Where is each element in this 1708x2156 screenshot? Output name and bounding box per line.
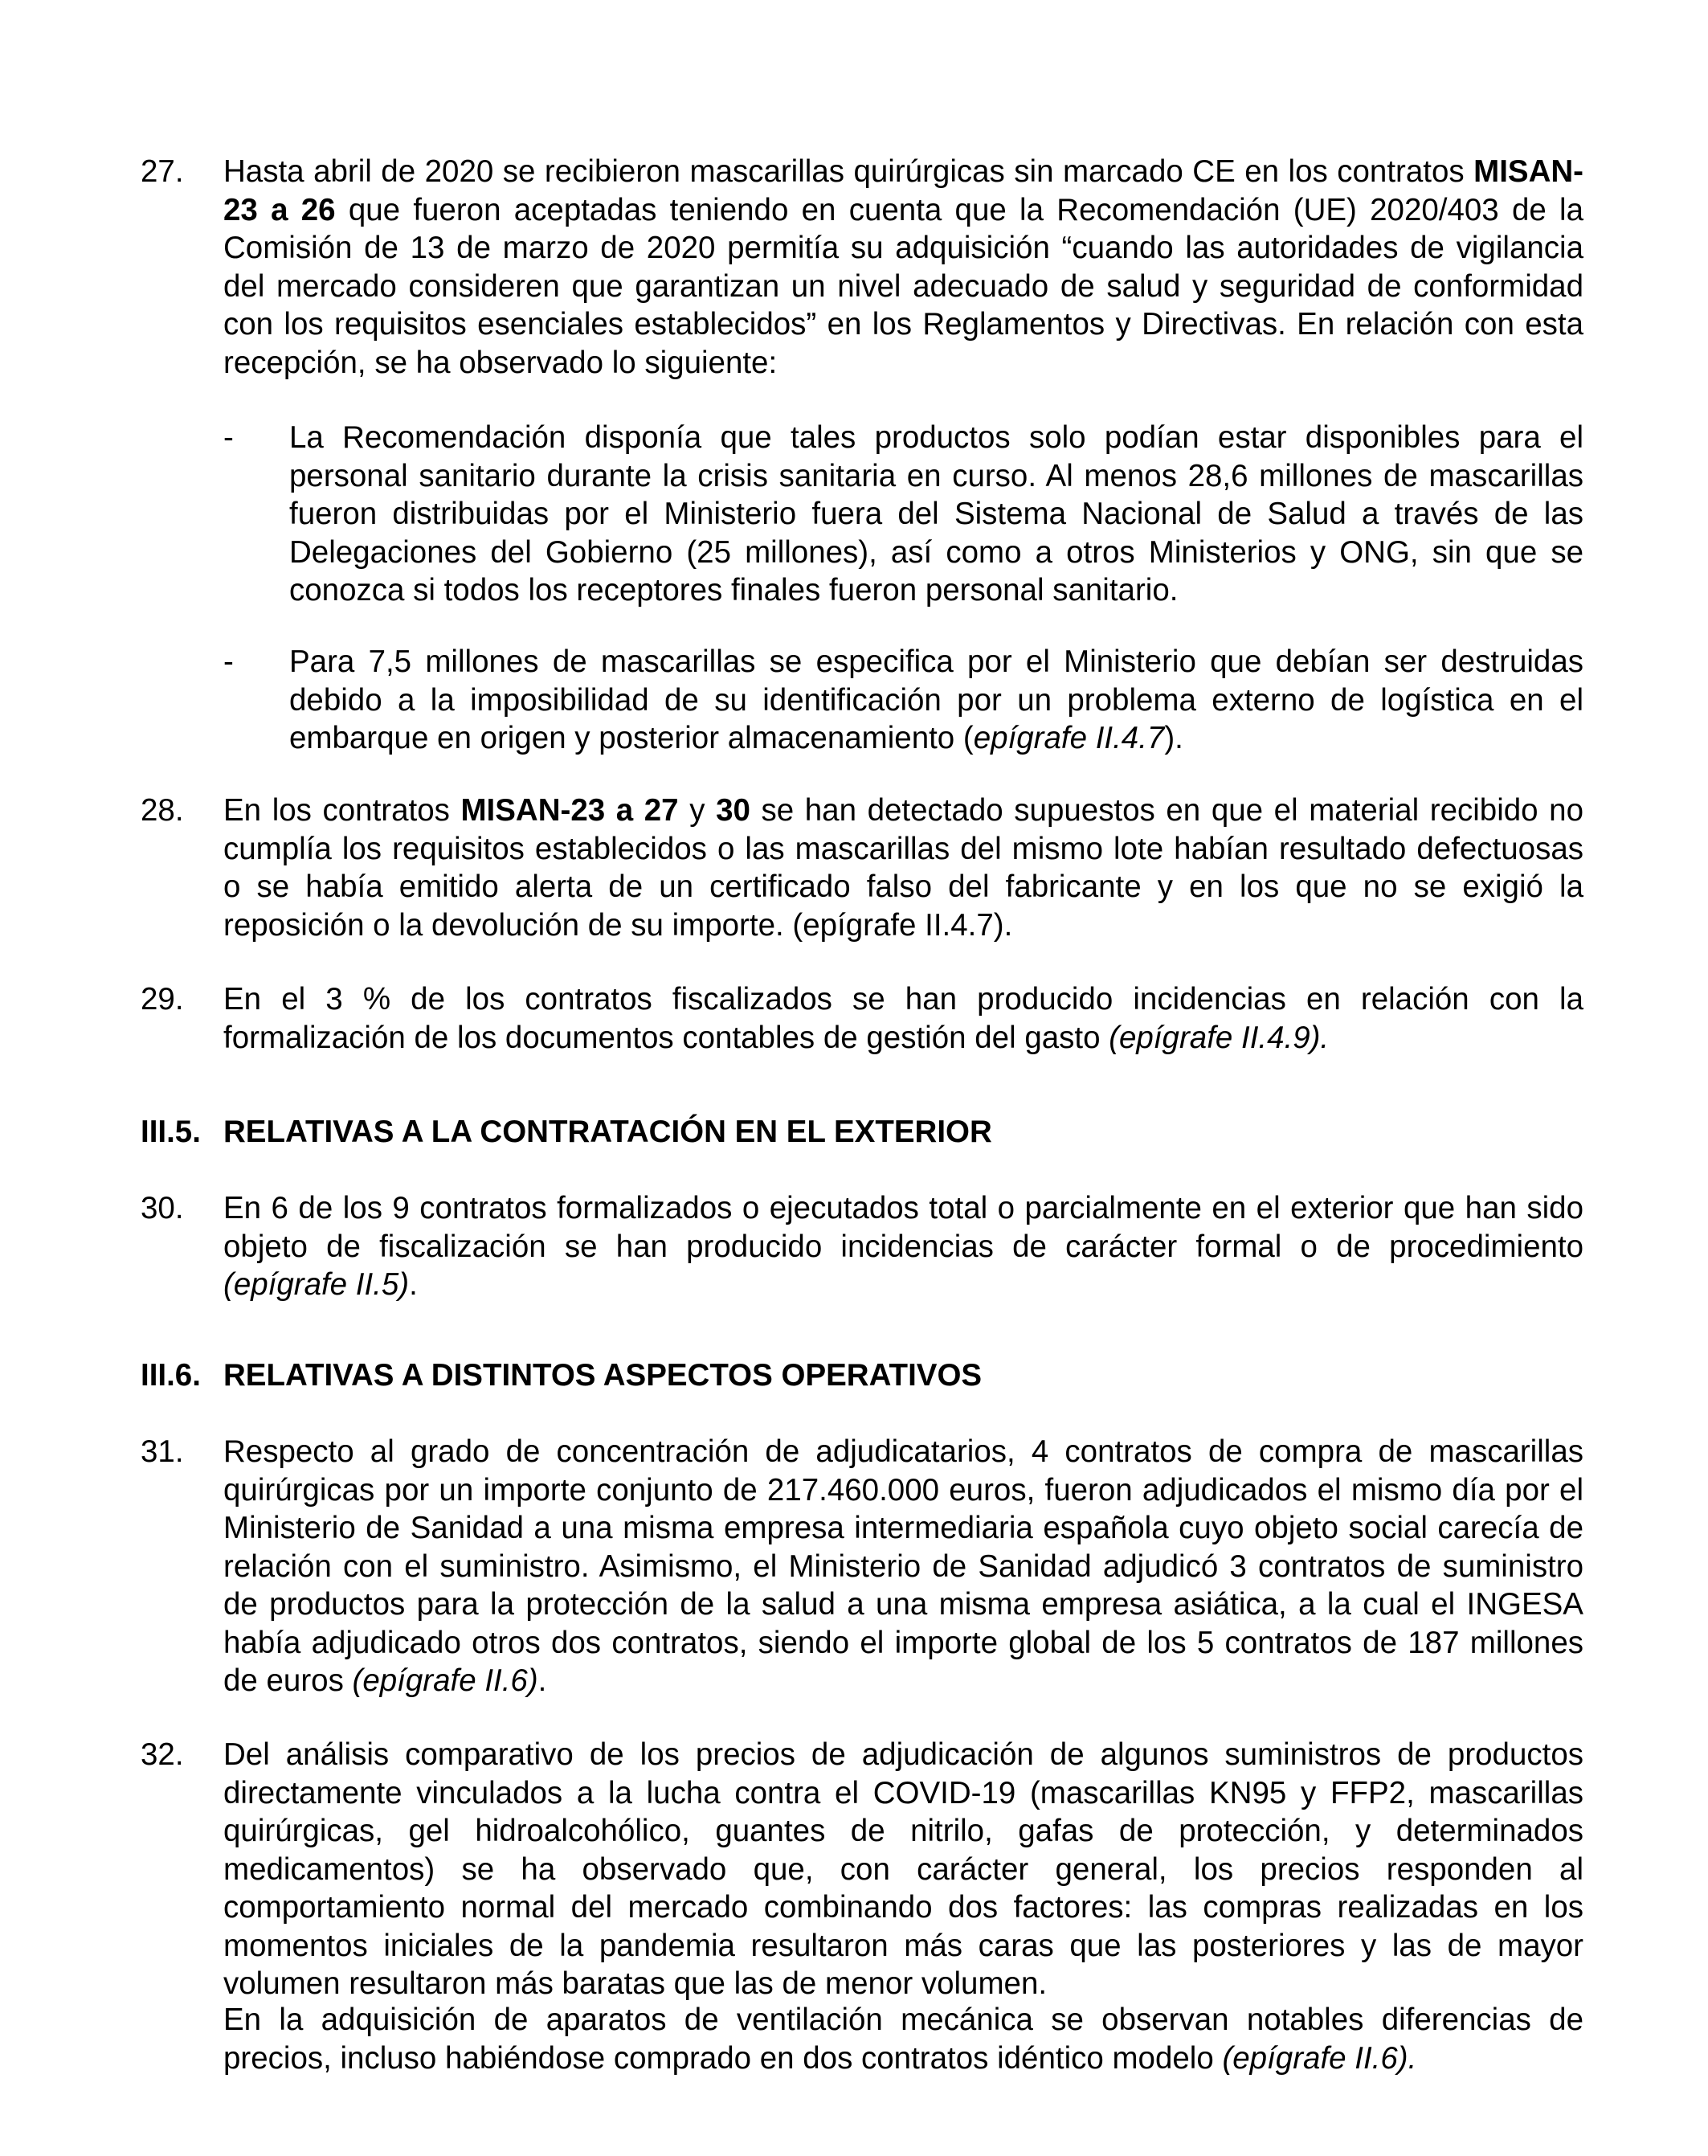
bullet-item-2: [289, 643, 1583, 758]
paragraph-29-reference: (epígrafe II.4.9).: [1109, 1020, 1330, 1055]
paragraph-27-contract-ref: MISAN-23 a 26: [223, 154, 1583, 227]
paragraph-number-29: 29.: [141, 982, 184, 1017]
paragraph-30-end: .: [409, 1267, 418, 1302]
paragraph-28-text-1: En los contratos: [223, 793, 461, 828]
bullet-item-1: La Recomendación disponía que tales productos solo podían estar disponibles para el personal sanitario durante la crisis sanitaria en curso. Al menos 28,6 millones de mascarillas fueron distribuidas por el Ministerio fuera del Sistema Nacional de Salud a través de las Delegaciones del Gobierno (25 millones), así como a otros Ministerios y ONG, sin que se conozca si todos los receptores finales fueron personal sanitario.: [289, 420, 1583, 608]
paragraph-31: [223, 1433, 1583, 1700]
paragraph-30-text: En 6 de los 9 contratos formalizados o ejecutados total o parcialmente en el exterior que han sido objeto de fiscalización se han producido incidencias de carácter formal o de procedimiento: [223, 1191, 1583, 1264]
paragraph-28-text-3: se han detectado supuestos en que el material recibido no cumplía los requisitos establecidos o las mascarillas del mismo lote habían resultado defectuosas o se había emitido alerta de un certificado falso del fabricante y en los que no se exigió la reposición o la devolución de su importe. (epígrafe II.4.7).: [223, 793, 1583, 943]
paragraph-number-27: 27.: [141, 154, 184, 189]
paragraph-29-text: En el 3 % de los contratos fiscalizados se han producido incidencias en relación con la formalización de los documentos contables de gestión del gasto: [223, 982, 1583, 1055]
paragraph-31-reference: (epígrafe II.6): [352, 1663, 538, 1698]
paragraph-28-text-2: y: [678, 793, 717, 828]
paragraph-27-text-1: Hasta abril de 2020 se recibieron mascarillas quirúrgicas sin marcado CE en los contratos: [223, 154, 1474, 189]
paragraph-32-continuation-reference: (epígrafe II.6).: [1222, 2040, 1417, 2076]
paragraph-number-32: 32.: [141, 1737, 184, 1772]
paragraph-32-continuation: [223, 2001, 1583, 2077]
paragraph-27-text-2: que fueron aceptadas teniendo en cuenta que la Recomendación (UE) 2020/403 de la Comisión de 13 de marzo de 2020 permitía su adquisición “cuando las autoridades de vigilancia del mercado consideren que garantizan un nivel adecuado de salud y seguridad de conformidad con los requisitos esenciales establecidos” en los Reglamentos y Directivas. En relación con esta recepción, se ha observado lo siguiente:: [223, 192, 1584, 380]
bullet-item-2-reference: epígrafe II.4.7: [973, 721, 1165, 755]
paragraph-number-30: 30.: [141, 1191, 184, 1225]
bullet-item-2-text: Para 7,5 millones de mascarillas se especifica por el Ministerio que debían ser destruidas debido a la imposibilidad de su identificación por un problema externo de logística en el embarque en origen y posterior almacenamiento (: [289, 644, 1583, 755]
paragraph-32: Del análisis comparativo de los precios de adjudicación de algunos suministros de productos directamente vinculados a la lucha contra el COVID-19 (mascarillas KN95 y FFP2, mascarillas quirúrgicas, gel hidroalcohólico, guantes de nitrilo, gafas de protección, y determinados medicamentos) se ha observado que, con carácter general, los precios responden al comportamiento normal del mercado combinando dos factores: las compras realizadas en los momentos iniciales de la pandemia resultaron más caras que las posteriores y las de mayor volumen resultaron más baratas que las de menor volumen.: [223, 1737, 1583, 2001]
paragraph-28-contract-ref-1: MISAN-23 a 27: [460, 793, 679, 828]
paragraph-30: [223, 1189, 1583, 1304]
bullet-dash-1: -: [223, 420, 234, 455]
section-heading-iii-5: RELATIVAS A LA CONTRATACIÓN EN EL EXTERIOR: [223, 1115, 992, 1149]
section-heading-iii-6: RELATIVAS A DISTINTOS ASPECTOS OPERATIVOS: [223, 1358, 983, 1393]
paragraph-29: [223, 980, 1583, 1057]
paragraph-31-end: .: [537, 1663, 547, 1698]
paragraph-27: [223, 153, 1583, 382]
paragraph-28-contract-ref-2: 30: [716, 793, 750, 828]
paragraph-number-28: 28.: [141, 793, 184, 828]
paragraph-28: [223, 792, 1583, 944]
paragraph-30-reference: (epígrafe II.5): [223, 1267, 410, 1302]
bullet-dash-2: -: [223, 644, 234, 679]
bullet-item-2-end: ).: [1164, 721, 1183, 755]
paragraph-31-text: Respecto al grado de concentración de adjudicatarios, 4 contratos de compra de mascarillas quirúrgicas por un importe conjunto de 217.460.000 euros, fueron adjudicados el mismo día por el Ministerio de Sanidad a una misma empresa intermediaria española cuyo objeto social carecía de relación con el suministro. Asimismo, el Ministerio de Sanidad adjudicó 3 contratos de suministro de productos para la protección de la salud a una misma empresa asiática, a la cual el INGESA había adjudicado otros dos contratos, siendo el importe global de los 5 contratos de 187 millones de euros: [223, 1434, 1583, 1698]
paragraph-number-31: 31.: [141, 1434, 184, 1469]
paragraph-32-continuation-text: En la adquisición de aparatos de ventilación mecánica se observan notables diferencias de precios, incluso habiéndose comprado en dos contratos idéntico modelo: [223, 2003, 1583, 2076]
section-number-iii-6: III.6.: [141, 1358, 201, 1393]
section-number-iii-5: III.5.: [141, 1115, 201, 1149]
